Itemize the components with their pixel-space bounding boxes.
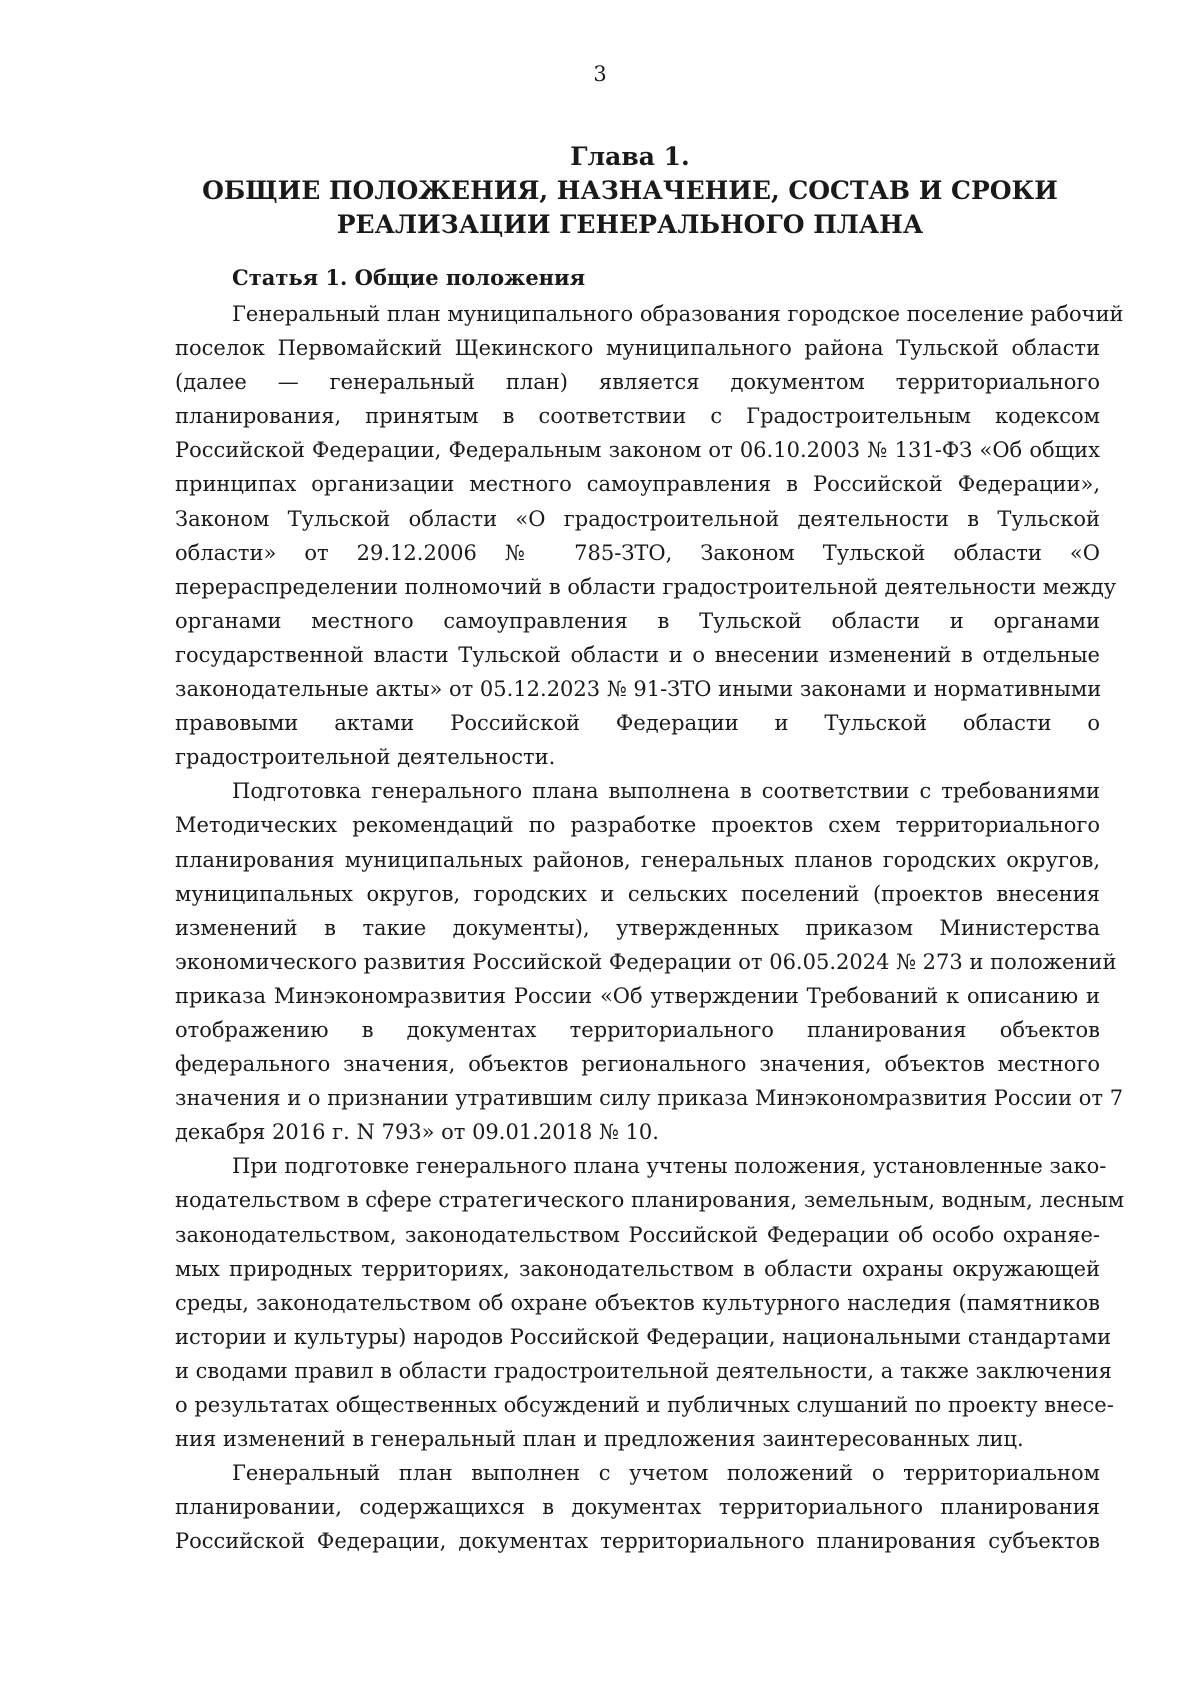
document-body	[175, 297, 1125, 1558]
paragraph-line: экономического развития Российской Федерации от 06.05.2024 № 273 и положений	[175, 949, 1117, 974]
paragraph-line: Генеральный план муниципального образования городское поселение рабочий	[232, 302, 1124, 326]
paragraph	[175, 297, 1124, 774]
chapter-title-line-2: РЕАЛИЗАЦИИ ГЕНЕРАЛЬНОГО ПЛАНА	[336, 210, 924, 239]
paragraph-line: о результатах общественных обсуждений и публичных слушаний по проекту внесе-	[175, 1393, 1114, 1417]
paragraph-line: Законом Тульской области «О градостроительной деятельности в Тульской	[175, 506, 1100, 531]
paragraph	[175, 774, 1124, 1149]
article-title: Статья 1. Общие положения	[232, 265, 586, 290]
paragraph-line: значения и о признании утратившим силу приказа Минэкономразвития России от 7	[175, 1086, 1124, 1111]
paragraph-line: приказа Минэкономразвития России «Об утверждении Требований к описанию и	[175, 983, 1100, 1008]
paragraph-line: планировании, содержащихся в документах территориального планирования	[175, 1495, 1100, 1520]
paragraph-line: планирования, принятым в соответствии с Градостроительным кодексом	[175, 404, 1100, 429]
paragraph-line: (далее — генеральный план) является документом территориального	[175, 370, 1100, 395]
chapter-label: Глава 1.	[570, 142, 690, 171]
page-number: 3	[593, 62, 607, 86]
paragraph	[175, 1456, 1100, 1558]
paragraph-line: правовыми актами Российской Федерации и Тульской области о	[175, 711, 1100, 736]
paragraph-line: Генеральный план выполнен с учетом положений о территориальном	[232, 1461, 1100, 1486]
paragraph-line: муниципальных округов, городских и сельских поселений (проектов внесения	[175, 881, 1100, 906]
paragraph-line: государственной власти Тульской области и о внесении изменений в отдельные	[175, 642, 1100, 667]
chapter-title-line-1: ОБЩИЕ ПОЛОЖЕНИЯ, НАЗНАЧЕНИЕ, СОСТАВ И СРОКИ	[202, 176, 1058, 205]
chapter-heading	[180, 140, 1080, 242]
paragraph-line: федерального значения, объектов регионального значения, объектов местного	[175, 1052, 1100, 1077]
paragraph-line: ния изменений в генеральный план и предложения заинтересованных лиц.	[175, 1427, 1024, 1452]
paragraph	[175, 1149, 1125, 1456]
paragraph-line: органами местного самоуправления в Тульской области и органами	[175, 608, 1100, 633]
paragraph-line: поселок Первомайский Щекинского муниципального района Тульской области	[175, 336, 1100, 361]
paragraph-line: отображению в документах территориального планирования объектов	[175, 1017, 1100, 1042]
paragraph-line: законодательные акты» от 05.12.2023 № 91-ЗТО иными законами и нормативными	[175, 677, 1102, 702]
paragraph-line: градостроительной деятельности.	[175, 745, 556, 770]
paragraph-line: и сводами правил в области градостроительной деятельности, а также заключения	[175, 1358, 1112, 1383]
paragraph-line: области» от 29.12.2006 № 785-ЗТО, Законом Тульской области «О	[175, 540, 1100, 565]
paragraph-line: истории и культуры) народов Российской Федерации, национальными стандартами	[175, 1324, 1112, 1349]
paragraph-line: законодательством, законодательством Российской Федерации об особо охраняе-	[175, 1222, 1100, 1247]
paragraph-line: Методических рекомендаций по разработке проектов схем территориального	[175, 813, 1100, 838]
paragraph-line: При подготовке генерального плана учтены положения, установленные зако-	[232, 1154, 1107, 1179]
paragraph-line: нодательством в сфере стратегического планирования, земельным, водным, лесным	[175, 1188, 1125, 1213]
paragraph-line: мых природных территориях, законодательством в области охраны окружающей	[175, 1256, 1100, 1281]
paragraph-line: принципах организации местного самоуправления в Российской Федерации»,	[175, 472, 1100, 497]
paragraph-line: декабря 2016 г. N 793» от 09.01.2018 № 10.	[175, 1120, 659, 1145]
paragraph-line: планирования муниципальных районов, генеральных планов городских округов,	[175, 847, 1100, 872]
paragraph-line: среды, законодательством об охране объектов культурного наследия (памятников	[175, 1290, 1100, 1315]
paragraph-line: перераспределении полномочий в области градостроительной деятельности между	[175, 574, 1117, 599]
paragraph-line: Российской Федерации, документах территориального планирования субъектов	[175, 1529, 1100, 1554]
paragraph-line: изменений в такие документы), утвержденных приказом Министерства	[175, 915, 1100, 940]
paragraph-line: Подготовка генерального плана выполнена в соответствии с требованиями	[232, 779, 1100, 804]
paragraph-line: Российской Федерации, Федеральным законом от 06.10.2003 № 131-ФЗ «Об общих	[175, 438, 1100, 463]
